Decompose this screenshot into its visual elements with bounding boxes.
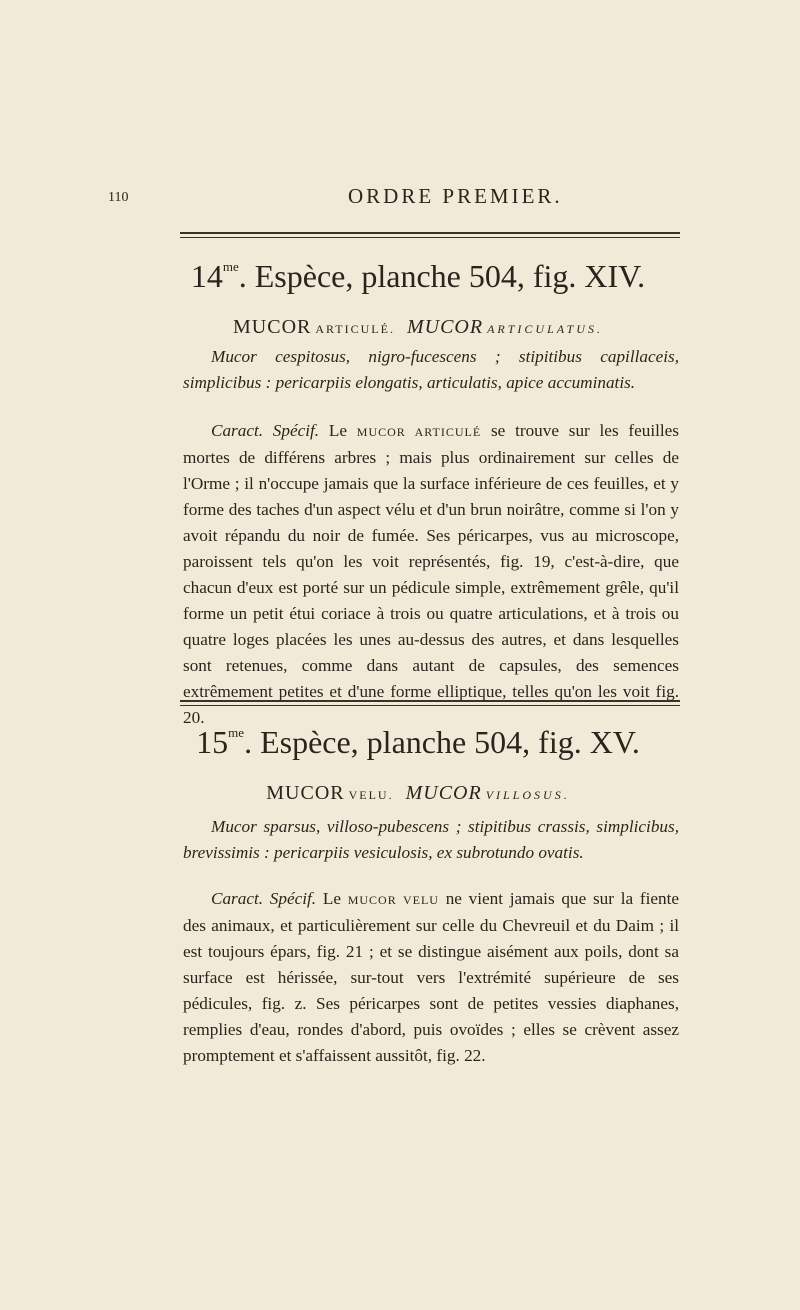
- french-genus: MUCOR: [266, 782, 345, 804]
- caract-species-name: MUCOR VELU: [347, 893, 439, 907]
- caract-label: Caract. Spécif.: [211, 889, 317, 908]
- species-number: 14: [190, 258, 223, 294]
- latin-epithet: VILLOSUS.: [485, 788, 570, 802]
- species-number: 15: [196, 724, 229, 760]
- latin-genus: MUCOR: [405, 782, 482, 804]
- species-15-heading: [108, 724, 728, 761]
- running-head: [108, 184, 708, 220]
- caract-intro: Le: [316, 889, 348, 908]
- caract-species-name: MUCOR ARTICULÉ: [356, 425, 482, 439]
- caract-body: se trouve sur les feuilles mortes de différens arbres ; mais plus ordinairement sur celles de l'Orme ; il n'occupe jamais que la surface inférieure de ces feuilles, et y forme des taches d'un aspect vélu et d'un brun noirâtre, comme si l'on y avoit répandu du noir de fumée. Ses péricarpes, vus au microscope, paroissent tels qu'on les voit représentés, fig. 19, c'est-à-dire, que chacun d'eux est porté sur un pédicule simple, extrêmement grêle, qu'il forme un petit étui coriace à trois ou quatre articulations, et à trois ou quatre loges placées les unes au-dessus des autres, et dans lesquelles sont retenues, comme dans autant de capsules, des semences extrêmement petites et d'une forme elliptique, telles qu'on les voit fig. 20.: [183, 421, 679, 727]
- top-rule: [180, 232, 680, 238]
- caract-intro: Le: [319, 421, 357, 440]
- ordinal-suffix: me: [228, 725, 245, 740]
- french-genus: MUCOR: [233, 316, 312, 338]
- running-title: ORDRE PREMIER.: [348, 184, 563, 208]
- heading-text: . Espèce, planche 504, fig. XV.: [244, 724, 640, 760]
- caract-label: Caract. Spécif.: [211, 421, 320, 440]
- latin-epithet: ARTICULATUS.: [487, 322, 603, 336]
- species-14-names: [108, 316, 728, 339]
- species-14-description: [183, 418, 679, 731]
- latin-genus: MUCOR: [406, 316, 484, 338]
- section-rule: [180, 700, 680, 706]
- heading-text: . Espèce, planche 504, fig. XIV.: [238, 258, 646, 294]
- species-15-diagnosis: Mucor sparsus, villoso-pubescens ; stipitibus crassis, simplicibus, brevissimis : pericarpiis vesiculosis, ex subrotundo ovatis.: [183, 817, 679, 862]
- species-15-names: [108, 782, 728, 805]
- species-15-description: [183, 886, 679, 1069]
- species-14-diagnosis: Mucor cespitosus, nigro-fucescens ; stipitibus capillaceis, simplicibus : pericarpiis elongatis, articulatis, apice accuminatis.: [183, 347, 679, 392]
- ordinal-suffix: me: [222, 259, 239, 274]
- caract-body: ne vient jamais que sur la fiente des animaux, et particulièrement sur celle du Chevreuil et du Daim ; il est toujours épars, fig. 21 ; et se distingue aisément aux poils, dont sa surface est hérissée, sur-tout vers l'extrémité supérieure de ses pédicules, fig. z. Ses péricarpes sont de petites vessies diaphanes, remplies d'eau, rondes d'abord, puis ovoïdes ; elles se crèvent assez promptement et s'affaissent aussitôt, fig. 22.: [183, 889, 679, 1065]
- french-epithet: VELU.: [348, 788, 394, 802]
- page-number: 110: [108, 190, 129, 205]
- french-epithet: ARTICULÉ.: [315, 322, 395, 336]
- species-14-heading: [108, 258, 728, 295]
